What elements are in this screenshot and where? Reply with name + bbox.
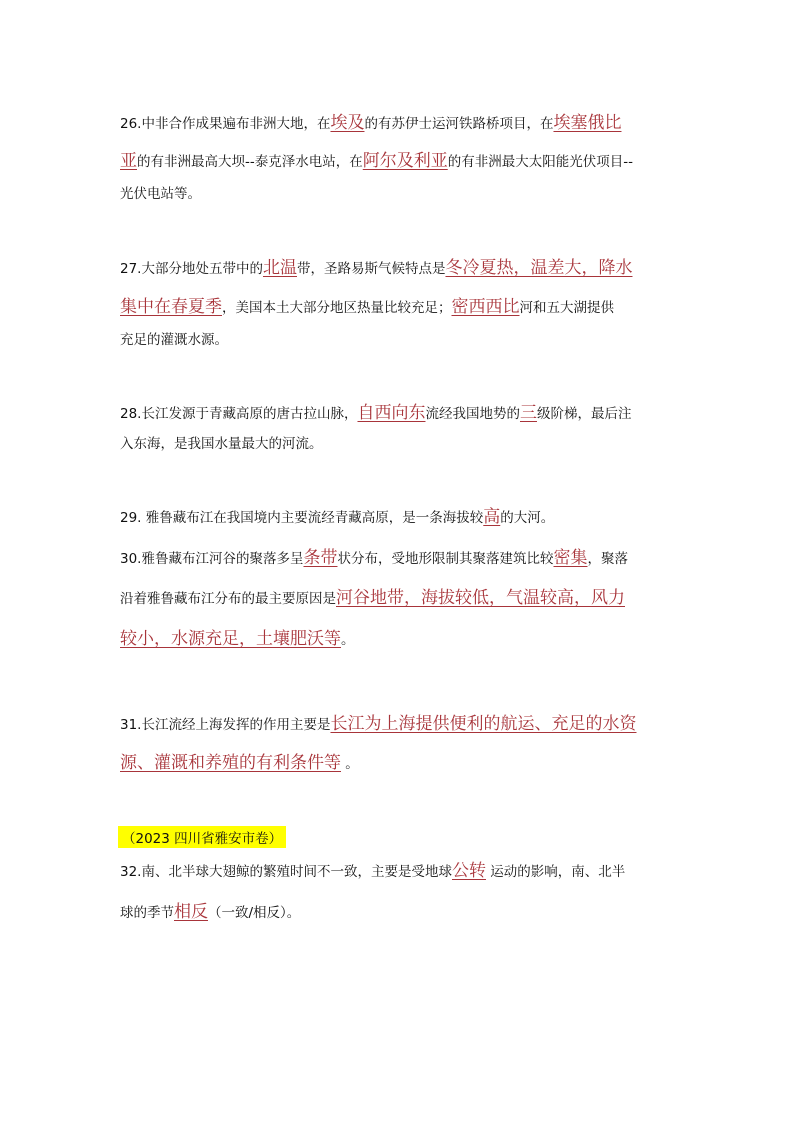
q27-text: ，美国本土大部分地区热量比较充足； xyxy=(222,300,452,316)
q27-answer-2-cont: 集中在春夏季 xyxy=(120,297,222,317)
q29-text: 的大河。 xyxy=(500,510,555,526)
source-tag: （2023 四川省雅安市卷） xyxy=(118,826,286,848)
q27-answer-2: 冬冷夏热，温差大，降水 xyxy=(445,258,633,278)
q28-line-2 xyxy=(120,432,323,452)
q26-answer-1: 埃及 xyxy=(330,113,365,133)
q26-text: 光伏电站等。 xyxy=(120,186,201,202)
q28-answer-2: 三 xyxy=(519,403,537,423)
q26-answer-2: 埃塞俄比 xyxy=(553,113,622,133)
q30-text: 沿着雅鲁藏布江分布的最主要原因是 xyxy=(120,591,336,607)
q27-text: 带，圣路易斯气候特点是 xyxy=(296,261,446,277)
q27-text: 充足的灌溉水源。 xyxy=(120,332,228,348)
q28-answer-1: 自西向东 xyxy=(357,403,426,423)
q27-answer-1: 北温 xyxy=(262,258,297,278)
q29-text: 29. 雅鲁藏布江在我国境内主要流经青藏高原，是一条海拔较 xyxy=(120,510,484,526)
q32-answer-2: 相反 xyxy=(174,902,208,922)
q29-answer-1: 高 xyxy=(483,507,501,527)
q27-text: 27.大部分地处五带中的 xyxy=(120,261,263,277)
q28-text: 流经我国地势的 xyxy=(425,406,520,422)
q26-line-1 xyxy=(120,108,621,133)
q30-line-1 xyxy=(120,543,628,568)
q30-line-2 xyxy=(120,583,625,608)
q27-text: 河和五大湖提供 xyxy=(519,300,614,316)
q32-text: 球的季节 xyxy=(120,905,174,921)
q30-text: 。 xyxy=(341,632,355,648)
q31-text: 31.长江流经上海发挥的作用主要是 xyxy=(120,717,331,733)
q27-line-3 xyxy=(120,328,228,348)
q32-line-2 xyxy=(120,897,300,922)
q30-text: ，聚落 xyxy=(587,551,628,567)
q31-answer-1: 长江为上海提供便利的航运、充足的水资 xyxy=(330,714,637,734)
q27-answer-3: 密西西比 xyxy=(451,297,520,317)
q30-answer-3-cont: 较小，水源充足，土壤肥沃等 xyxy=(120,629,341,649)
q26-text: 的有非洲最高大坝--泰克泽水电站，在 xyxy=(137,154,363,170)
q26-line-2 xyxy=(120,146,633,171)
q26-answer-2-cont: 亚 xyxy=(120,151,137,171)
q28-text: 级阶梯，最后注 xyxy=(536,406,632,422)
q26-answer-3: 阿尔及利亚 xyxy=(362,151,448,171)
q26-text: 的有非洲最大太阳能光伏项目-- xyxy=(447,154,633,170)
q31-answer-1-cont: 源、灌溉和养殖的有利条件等 xyxy=(120,753,341,773)
q28-text: 28.长江发源于青藏高原的唐古拉山脉， xyxy=(120,406,358,422)
q28-text: 入东海，是我国水量最大的河流。 xyxy=(120,436,323,452)
q27-line-1 xyxy=(120,253,632,278)
q27-line-2 xyxy=(120,292,614,317)
q31-text: 。 xyxy=(341,756,359,772)
q30-answer-1: 条带 xyxy=(303,548,338,568)
q30-text: 30.雅鲁藏布江河谷的聚落多呈 xyxy=(120,551,304,567)
q29-line-1 xyxy=(120,502,554,527)
q30-answer-2: 密集 xyxy=(553,548,588,568)
q30-text: 状分布，受地形限制其聚落建筑比较 xyxy=(337,551,554,567)
q31-line-1 xyxy=(120,709,636,734)
q31-line-2 xyxy=(120,748,359,773)
q32-text: 32.南、北半球大翅鲸的繁殖时间不一致，主要是受地球 xyxy=(120,864,452,880)
q30-answer-3: 河谷地带，海拔较低，气温较高，风力 xyxy=(336,588,625,608)
q32-text: 运动的影响，南、北半 xyxy=(485,864,626,880)
q32-line-1 xyxy=(120,856,625,881)
q28-line-1 xyxy=(120,398,631,423)
q26-text: 26.中非合作成果遍布非洲大地，在 xyxy=(120,116,331,132)
q30-line-3 xyxy=(120,624,355,649)
q32-text: （一致/相反）。 xyxy=(208,905,301,921)
q26-text: 的有苏伊士运河铁路桥项目，在 xyxy=(364,116,554,132)
q26-line-3 xyxy=(120,182,201,202)
q32-answer-1: 公转 xyxy=(451,861,486,881)
